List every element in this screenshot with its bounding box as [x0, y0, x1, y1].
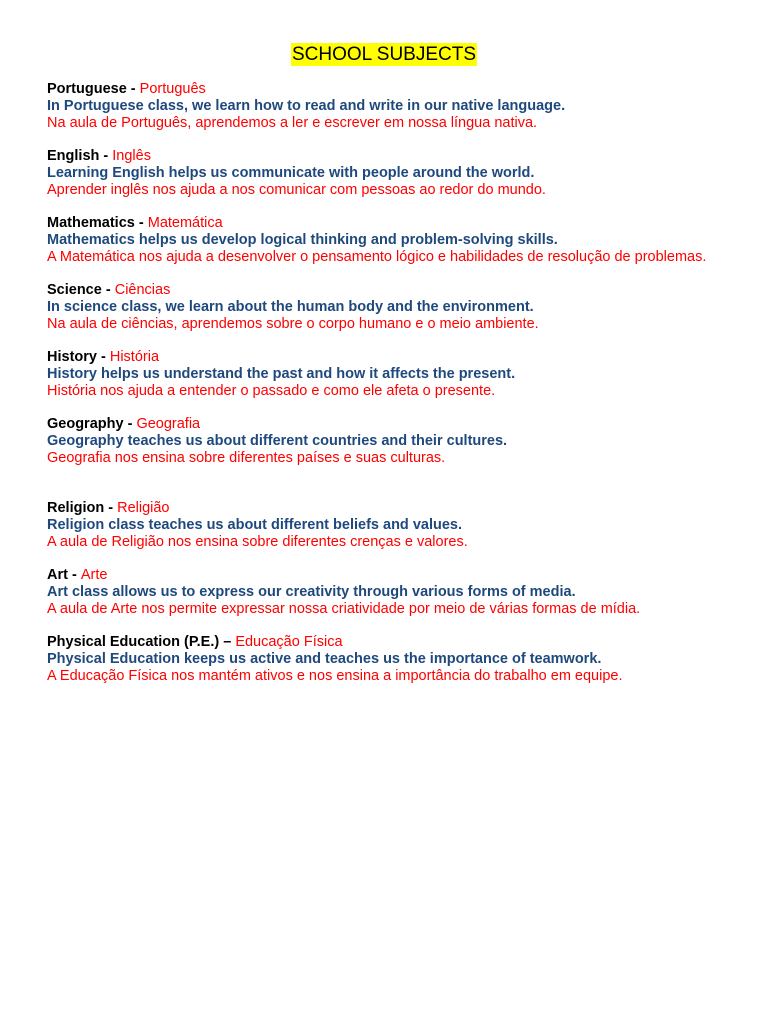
subject-name-pt: Matemática — [147, 215, 223, 231]
subject-heading — [47, 416, 721, 433]
subject-sentence-pt: A Educação Física nos mantém ativos e nos ensina a importância do trabalho em equipe. — [47, 668, 623, 684]
subject-name-en: Portuguese — [47, 81, 127, 97]
subject-separator: - — [101, 282, 115, 298]
subject-name-en: Geography — [47, 416, 124, 432]
subject-english — [47, 148, 721, 199]
subject-name-pt: Arte — [80, 567, 108, 583]
subject-separator: – — [219, 634, 236, 650]
subject-separator: - — [99, 148, 113, 164]
subject-sentence-en: Religion class teaches us about different beliefs and values. — [47, 517, 462, 533]
subject-science — [47, 282, 721, 333]
subject-sentence-en: Geography teaches us about different countries and their cultures. — [47, 433, 508, 449]
subject-sentence-pt: História nos ajuda a entender o passado e como ele afeta o presente. — [47, 383, 496, 399]
subject-history — [47, 349, 721, 400]
subject-sentence-en: History helps us understand the past and how it affects the present. — [47, 366, 516, 382]
subject-separator: - — [104, 500, 118, 516]
subject-sentence-pt: Aprender inglês nos ajuda a nos comunicar com pessoas ao redor do mundo. — [47, 182, 546, 198]
title-wrapper — [0, 43, 768, 66]
subject-sentence-en: Learning English helps us communicate with people around the world. — [47, 165, 535, 181]
subject-geography — [47, 416, 721, 467]
subject-name-en: Mathematics — [47, 215, 135, 231]
subject-art — [47, 567, 721, 618]
subject-sentence-en: In science class, we learn about the human body and the environment. — [47, 299, 534, 315]
subject-name-pt: Inglês — [112, 148, 151, 164]
subject-name-en: Art — [47, 567, 68, 583]
subject-sentence-en: Physical Education keeps us active and teaches us the importance of teamwork. — [47, 651, 602, 667]
subject-heading — [47, 500, 721, 517]
subject-sentence-en: Mathematics helps us develop logical thinking and problem-solving skills. — [47, 232, 558, 248]
subject-heading — [47, 349, 721, 366]
subject-sentence-pt: A Matemática nos ajuda a desenvolver o pensamento lógico e habilidades de resolução de problemas. — [47, 249, 707, 265]
subject-name-pt: Educação Física — [235, 634, 343, 650]
subject-sentence-pt: A aula de Arte nos permite expressar nossa criatividade por meio de várias formas de mídia. — [47, 601, 641, 617]
subject-separator: - — [96, 349, 110, 365]
subject-religion — [47, 500, 721, 551]
subject-separator: - — [126, 81, 140, 97]
subject-sentence-pt: Na aula de ciências, aprendemos sobre o corpo humano e o meio ambiente. — [47, 316, 539, 332]
subject-name-pt: História — [109, 349, 160, 365]
subject-heading — [47, 148, 721, 165]
document-title: SCHOOL SUBJECTS — [291, 44, 477, 65]
subject-separator: - — [67, 567, 81, 583]
subject-name-pt: Português — [139, 81, 206, 97]
subject-name-en: Religion — [47, 500, 105, 516]
subject-heading — [47, 634, 721, 651]
subject-sentence-pt: Geografia nos ensina sobre diferentes países e suas culturas. — [47, 450, 446, 466]
subject-physical-education — [47, 634, 721, 685]
subject-heading — [47, 81, 721, 98]
subject-heading — [47, 567, 721, 584]
subject-name-en: English — [47, 148, 100, 164]
subjects-list — [47, 81, 721, 701]
subject-name-en: History — [47, 349, 97, 365]
subject-portuguese — [47, 81, 721, 132]
subject-sentence-pt: Na aula de Português, aprendemos a ler e escrever em nossa língua nativa. — [47, 115, 538, 131]
subject-name-en: Science — [47, 282, 102, 298]
subject-heading — [47, 282, 721, 299]
subject-name-pt: Geografia — [136, 416, 201, 432]
subject-sentence-en: Art class allows us to express our creativity through various forms of media. — [47, 584, 576, 600]
subject-sentence-pt: A aula de Religião nos ensina sobre diferentes crenças e valores. — [47, 534, 468, 550]
subject-separator: - — [134, 215, 148, 231]
subject-name-pt: Ciências — [114, 282, 171, 298]
subject-sentence-en: In Portuguese class, we learn how to read and write in our native language. — [47, 98, 566, 114]
subject-heading — [47, 215, 721, 232]
subject-name-en: Physical Education (P.E.) — [47, 634, 220, 650]
subject-separator: - — [123, 416, 137, 432]
subject-name-pt: Religião — [117, 500, 170, 516]
subject-mathematics — [47, 215, 721, 266]
